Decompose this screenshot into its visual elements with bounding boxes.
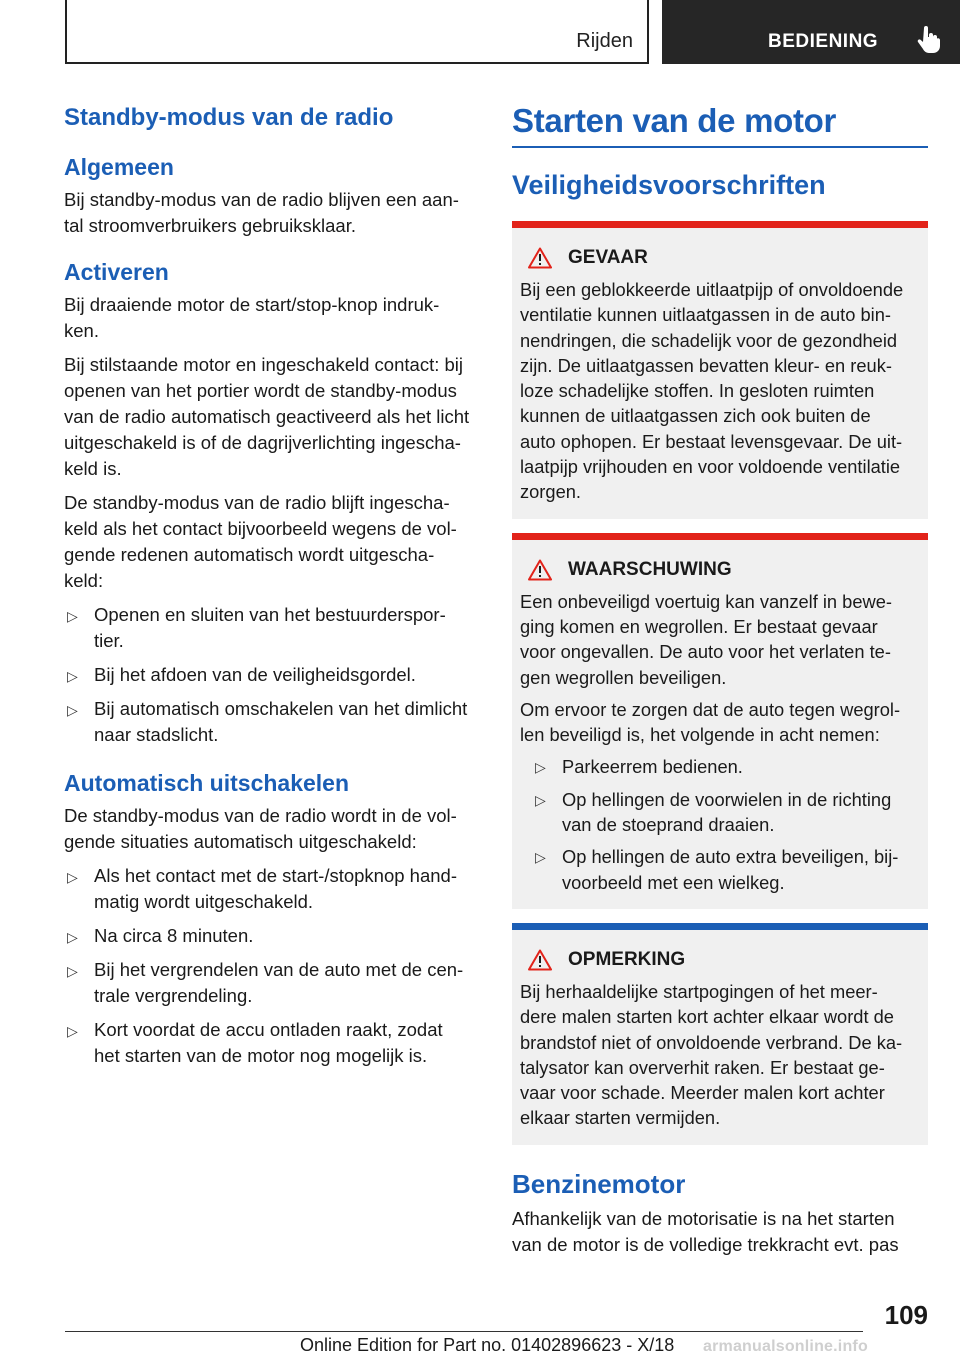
page-number: 109 <box>884 1300 928 1330</box>
bullet-triangle-icon: ▷ <box>67 702 78 718</box>
warning-box <box>512 533 928 909</box>
notice-label: OPMERKING <box>568 948 686 970</box>
paragraph-automatisch-uitschakelen: De standby-modus van de radio wordt in de vol- gende situaties automatisch uitgeschakeld: <box>64 805 457 852</box>
header-section-label: Rijden <box>576 30 633 52</box>
header-tab-bediening[interactable] <box>662 0 960 64</box>
paragraph-activeren-1: Bij draaiende motor de start/stop-knop indruk- ken. <box>64 294 440 341</box>
list-activeren <box>64 602 482 748</box>
bullet-triangle-icon: ▷ <box>535 791 546 808</box>
list-item: ▷ Bij het vergrendelen van de auto met de cen- trale vergrendeling. <box>67 959 464 1006</box>
right-column <box>512 100 928 1258</box>
warning-triangle-icon <box>528 559 552 581</box>
paragraph-algemeen: Bij standby-modus van de radio blijven een aan- tal stroomverbruikers gebruiksklaar. <box>64 189 459 236</box>
bullet-triangle-icon: ▷ <box>67 668 78 684</box>
list-item: ▷ Openen en sluiten van het bestuurderspor- tier. <box>67 604 446 651</box>
bullet-triangle-icon: ▷ <box>67 608 78 624</box>
header-tab-rijden[interactable] <box>65 0 649 64</box>
warning-triangle-icon <box>528 247 552 269</box>
heading-benzinemotor: Benzinemotor <box>512 1168 686 1199</box>
paragraph-benzinemotor: Afhankelijk van de motorisatie is na het starten van de motor is de volledige trekkracht evt. pas <box>512 1207 899 1255</box>
danger-text: Bij een geblokkeerde uitlaatpijp of onvoldoende ventilatie kunnen uitlaatgassen in de auto bin- nendringen, die schadelijk voor de gezondheid zijn. De uitlaatgassen bevatten kleur- en reuk- loze schadelijke stoffen. In gesloten ruimten kunnen de uitlaatgassen zich ook buiten de auto ophopen. Er bestaat levensgevaar. De uit- laatpijp vrijhouden en voor voldoende ventilatie zorgen. <box>520 279 904 503</box>
list-item: ▷ Parkeerrem bedienen. <box>520 754 920 779</box>
danger-label: GEVAAR <box>568 247 648 268</box>
bullet-triangle-icon: ▷ <box>67 963 78 979</box>
bullet-triangle-icon: ▷ <box>67 1023 78 1039</box>
heading-automatisch-uitschakelen: Automatisch uitschakelen <box>64 770 350 796</box>
heading-algemeen: Algemeen <box>64 154 174 180</box>
header-active-label: BEDIENING <box>768 31 879 52</box>
notice-header <box>528 945 920 975</box>
warning-label: WAARSCHUWING <box>568 558 732 580</box>
danger-box <box>512 221 928 519</box>
edition-text: Online Edition for Part no. 01402896623 - X/18 <box>300 1335 675 1355</box>
page-title: Starten van de motor <box>512 102 837 139</box>
notice-box <box>512 923 928 1145</box>
footer-divider <box>65 1331 863 1332</box>
warning-bar <box>512 533 928 540</box>
list-item: ▷ Bij automatisch omschakelen van het dimlicht naar stadslicht. <box>67 698 468 745</box>
warning-text-2: Om ervoor te zorgen dat de auto tegen wegrol- len beveiligd is, het volgende in acht nemen: <box>520 698 901 746</box>
section-title-standby: Standby-modus van de radio <box>64 104 394 131</box>
watermark: armanualsonline.info <box>703 1338 868 1355</box>
list-item: ▷ Na circa 8 minuten. <box>64 923 482 949</box>
list-item: ▷ Bij het afdoen van de veiligheidsgordel. <box>64 662 482 688</box>
warning-text: Een onbeveiligd voertuig kan vanzelf in bewe- ging komen en wegrollen. Er bestaat gevaar voor ongevallen. De auto voor het verlaten te- gen wegrollen beveiligen. <box>520 590 892 688</box>
heading-veiligheidsvoorschriften: Veiligheidsvoorschriften <box>512 170 826 200</box>
paragraph-activeren-2: Bij stilstaande motor en ingeschakeld contact: bij openen van het portier wordt de standby-modus van de radio automatisch geactiveerd als het licht uitgeschakeld is of de dagrijverlichting ingescha- keld is. <box>64 354 470 479</box>
bullet-triangle-icon: ▷ <box>67 929 78 945</box>
list-item: ▷ Op hellingen de auto extra beveiligen, bij- voorbeeld met een wielkeg. <box>535 846 899 893</box>
hand-pointer-icon <box>917 26 941 54</box>
left-column <box>64 100 482 1069</box>
bullet-triangle-icon: ▷ <box>535 849 546 866</box>
warning-list <box>520 754 920 894</box>
paragraph-activeren-3: De standby-modus van de radio blijft ingescha- keld als het contact bijvoorbeeld wegens de vol- gende redenen automatisch wordt uitgescha- keld: <box>64 492 457 591</box>
bullet-triangle-icon: ▷ <box>67 869 78 885</box>
heading-activeren: Activeren <box>64 259 169 285</box>
notice-bar <box>512 923 928 930</box>
warning-triangle-icon <box>528 949 552 971</box>
list-item: ▷ Kort voordat de accu ontladen raakt, zodat het starten van de motor nog mogelijk is. <box>67 1019 443 1066</box>
list-item: ▷ Op hellingen de voorwielen in de richting van de stoeprand draaien. <box>535 788 892 836</box>
list-automatisch-uitschakelen <box>64 863 482 1069</box>
danger-bar <box>512 221 928 228</box>
warning-header <box>528 555 920 585</box>
notice-text: Bij herhaaldelijke startpogingen of het meer- dere malen starten kort achter elkaar wordt de brandstof niet of onvoldoende verbrand. De ka- talysator kan oververhit raken. Er bestaat ge- vaar voor schade. Meerder malen kort achter elkaar starten vermijden. <box>520 980 903 1129</box>
list-item: ▷ Als het contact met de start-/stopknop hand- matig wordt uitgeschakeld. <box>67 865 457 912</box>
danger-header <box>528 243 920 273</box>
title-divider <box>512 146 928 148</box>
bullet-triangle-icon: ▷ <box>535 759 546 776</box>
